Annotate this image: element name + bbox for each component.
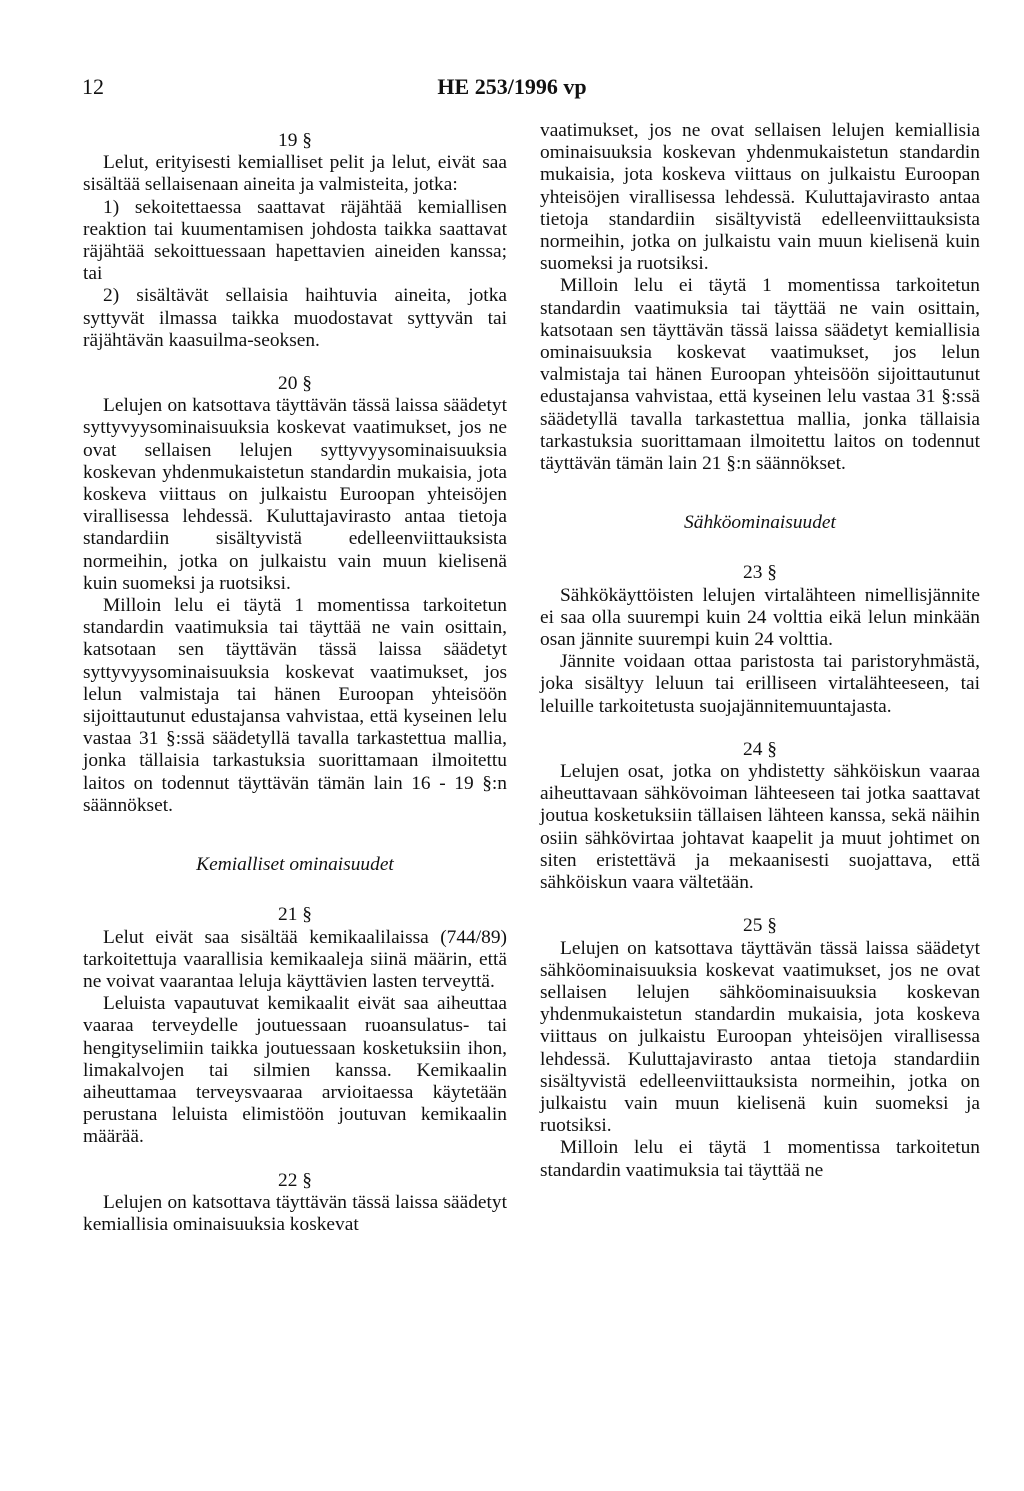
heading-chemical-properties: Kemialliset ominaisuudet [196, 854, 394, 876]
section-22-paragraph-1: Lelujen on katsottava täyttävän tässä laissa säädetyt kemiallisia ominaisuuksia koskevat [83, 1191, 507, 1235]
section-24-title: 24 § [743, 738, 777, 760]
section-19-paragraph-2: 1) sekoitettaessa saattavat räjähtää kemiallisen reaktion tai kuumentamisen johdosta taikka saattavat räjähtää sekoittuessaan hapettavien aineiden kanssa; tai [83, 196, 507, 285]
section-20-title: 20 § [278, 373, 312, 395]
section-23-title: 23 § [743, 562, 777, 584]
section-24-paragraph-1: Lelujen osat, jotka on yhdistetty sähköiskun vaaraa aiheuttavaan sähkövoiman lähteeseen tai jotka saattavat joutua kosketuksiin tällaisen lähteen kanssa, sekä näihin osiin sähkövirtaa johtavat kaapelit ja muut johtimet on siten eristettävä ja mekaanisesti suojattava, että sähköiskun vaara vältetään. [540, 761, 980, 894]
section-19-title: 19 § [278, 130, 312, 151]
section-22-continued-paragraph-1: vaatimukset, jos ne ovat sellaisen lelujen kemiallisia ominaisuuksia koskevan yhdenmukaistetun standardin mukaisia, jota koskeva viittaus on julkaistu Euroopan yhteisöjen virallisessa lehdessä. Kuluttajavirasto antaa tietoja standardiin sisältyvistä edelleenviittauksista normeihin, jotka on julkaistu vain muun kielisenä kuin suomeksi ja ruotsiksi. [540, 120, 980, 275]
section-25-paragraph-1: Lelujen on katsottava täyttävän tässä laissa säädetyt sähköominaisuuksia koskevat vaatimukset, jos ne ovat sellaisen lelujen sähköominaisuuksia koskevan yhdenmukaistetun standardin mukaisia, jota koskeva viittaus on julkaistu Euroopan yhteisöjen virallisessa lehdessä. Kuluttajavirasto antaa tietoja standardiin sisältyvistä edelleenviittauksista normeihin, jotka on julkaistu vain muun kielisenä kuin suomeksi ja ruotsiksi. [540, 937, 980, 1137]
section-20-paragraph-2: Milloin lelu ei täytä 1 momentissa tarkoitetun standardin vaatimuksia tai täyttää ne vain osittain, katsotaan sen täyttävän tässä laissa säädetyt syttyvyysominaisuuksia koskevat vaatimukset, jos lelun valmistaja tai hänen Euroopan yhteisöön sijoittautunut edustajansa vahvistaa, että kyseinen lelu vastaa 31 §:ssä säädetyllä tavalla tarkastettua mallia, jonka tällaisia tarkastuksia suorittamaan ilmoitettu laitos on todennut täyttävän tämän lain 16 - 19 §:n säännökset. [83, 595, 507, 816]
document-title: HE 253/1996 vp [437, 74, 587, 99]
right-column [540, 120, 980, 1182]
section-22-continued-paragraph-2: Milloin lelu ei täytä 1 momentissa tarkoitetun standardin vaatimuksia tai täyttää ne vain osittain, katsotaan sen täyttävän tässä laissa säädetyt kemiallisia ominaisuuksia koskevat vaatimukset, jos lelun valmistaja tai hänen Euroopan yhteisöön sijoittautunut edustajansa vahvistaa, että kyseinen lelu vastaa 31 §:ssä säädetyllä tavalla tarkastettua mallia, jonka tällaisia tarkastuksia suorittamaan ilmoitettu laitos on todennut täyttävän tämän lain 21 §:n säännökset. [540, 275, 980, 475]
section-23-paragraph-2: Jännite voidaan ottaa paristosta tai paristoryhmästä, joka sisältyy leluun tai erilliseen virtalähteeseen, tai leluille tarkoitetusta suojajännitemuuntajasta. [540, 651, 980, 717]
page-number: 12 [82, 74, 104, 99]
section-19-paragraph-1: Lelut, erityisesti kemialliset pelit ja lelut, eivät saa sisältää sellaisenaan aineita ja valmisteita, jotka: [83, 152, 507, 196]
section-19-paragraph-3: 2) sisältävät sellaisia haihtuvia aineita, jotka syttyvät ilmassa taikka muodostavat syttyvän tai räjähtävän kaasuilma-seoksen. [83, 285, 507, 351]
section-21-paragraph-2: Leluista vapautuvat kemikaalit eivät saa aiheuttaa vaaraa terveydelle joutuessaan ruoansulatus- tai hengityselimiin taikka joutuessaan kosketuksiin ihon, limakalvojen tai silmien kanssa. Kemikaalin aiheuttamaa terveysvaaraa arvioitaessa käytetään perustana leluista elimistöön joutuvan kemikaalin määrää. [83, 993, 507, 1148]
section-21-paragraph-1: Lelut eivät saa sisältää kemikaalilaissa (744/89) tarkoitettuja vaarallisia kemikaaleja siinä määrin, että ne voivat vaarantaa leluja käyttävien lasten terveyttä. [83, 926, 507, 992]
heading-electrical-properties: Sähköominaisuudet [684, 512, 836, 534]
section-25-paragraph-2: Milloin lelu ei täytä 1 momentissa tarkoitetun standardin vaatimuksia tai täyttää ne [540, 1137, 980, 1181]
section-25-title: 25 § [743, 915, 777, 937]
section-22-title: 22 § [278, 1169, 312, 1191]
section-20-paragraph-1: Lelujen on katsottava täyttävän tässä laissa säädetyt syttyvyysominaisuuksia koskevat vaatimukset, jos ne ovat sellaisen lelujen syttyvyysominaisuuksia koskevan yhdenmukaistetun standardin mukaisia, jota koskeva viittaus on julkaistu Euroopan yhteisöjen virallisessa lehdessä. Kuluttajavirasto antaa tietoja standardiin sisältyvistä edelleenviittauksista normeihin, jotka on julkaistu vain muun kielisenä kuin suomeksi ja ruotsiksi. [83, 395, 507, 594]
left-column [83, 120, 507, 1236]
section-21-title: 21 § [278, 904, 312, 926]
section-23-paragraph-1: Sähkökäyttöisten lelujen virtalähteen nimellisjännite ei saa olla suurempi kuin 24 volttia eikä lelun minkään osan jännite suurempi kuin 24 volttia. [540, 584, 980, 651]
